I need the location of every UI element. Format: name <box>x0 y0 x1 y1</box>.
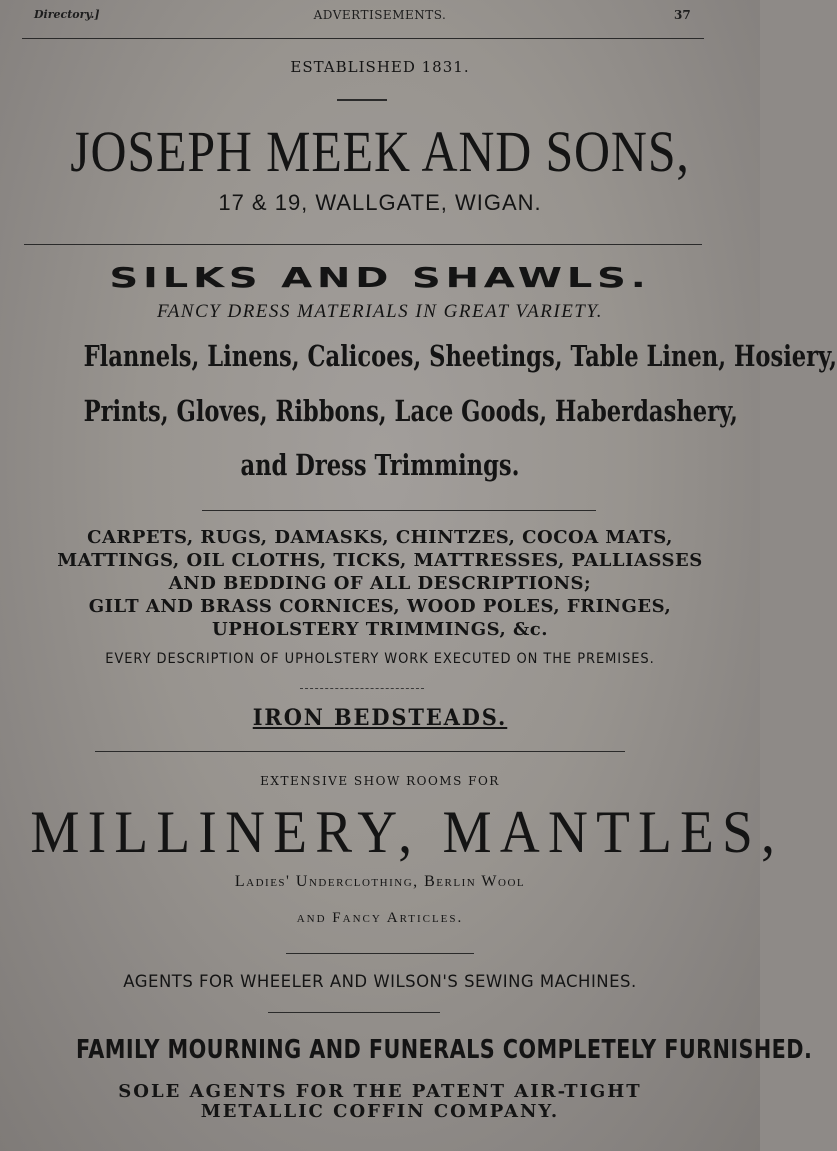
carpets-line: AND BEDDING OF ALL DESCRIPTIONS; <box>168 573 592 594</box>
carpets-line: MATTINGS, OIL CLOTHS, TICKS, MATTRESSES, PALLIASSES <box>57 550 703 571</box>
family-mourning-line: FAMILY MOURNING AND FUNERALS COMPLETELY FURNISHED. <box>76 1035 813 1065</box>
firm-name: JOSEPH MEEK AND SONS, <box>70 119 690 184</box>
running-header-title: ADVERTISEMENTS. <box>313 8 447 22</box>
firm-address: 17 & 19, WALLGATE, WIGAN. <box>218 190 542 215</box>
divider-rule <box>202 510 596 511</box>
fancy-dress-line: FANCY DRESS MATERIALS IN GREAT VARIETY. <box>157 301 603 322</box>
show-rooms-line: EXTENSIVE SHOW ROOMS FOR <box>260 774 500 788</box>
divider-rule <box>95 751 625 752</box>
carpets-line: GILT AND BRASS CORNICES, WOOD POLES, FRINGES, <box>88 596 672 617</box>
silks-and-shawls-headline: SILKS AND SHAWLS. <box>109 261 651 295</box>
header-rule <box>22 38 704 39</box>
millinery-mantles-headline: MILLINERY, MANTLES, <box>30 799 784 865</box>
gothic-goods-line: and Dress Trimmings. <box>240 448 520 482</box>
dotted-divider <box>300 688 424 689</box>
section-rule <box>24 244 702 245</box>
running-header-left: Directory.] <box>34 8 100 21</box>
sole-agents-line: METALLIC COFFIN COMPANY. <box>200 1101 560 1122</box>
iron-bedsteads-line: IRON BEDSTEADS. <box>252 705 508 731</box>
ladies-underclothing-line: Ladies' Underclothing, Berlin Wool <box>234 873 526 890</box>
divider-rule <box>268 1012 440 1013</box>
carpets-line: CARPETS, RUGS, DAMASKS, CHINTZES, COCOA MATS, <box>87 527 673 548</box>
carpets-line: UPHOLSTERY TRIMMINGS, &c. <box>212 619 548 640</box>
fancy-articles-line: and Fancy Articles. <box>296 910 464 926</box>
gothic-goods-line: Prints, Gloves, Ribbons, Lace Goods, Haberdashery, <box>83 394 738 428</box>
upholstery-work-line: EVERY DESCRIPTION OF UPHOLSTERY WORK EXECUTED ON THE PREMISES. <box>105 651 655 667</box>
gothic-goods-line: Flannels, Linens, Calicoes, Sheetings, Table Linen, Hosiery, <box>83 339 837 373</box>
sewing-machines-line: AGENTS FOR WHEELER AND WILSON'S SEWING MACHINES. <box>123 972 637 992</box>
page-number: 37 <box>674 8 691 22</box>
short-divider <box>337 99 387 101</box>
divider-rule <box>286 953 474 954</box>
sole-agents-line: SOLE AGENTS FOR THE PATENT AIR-TIGHT <box>118 1081 642 1102</box>
established-line: ESTABLISHED 1831. <box>290 58 470 76</box>
